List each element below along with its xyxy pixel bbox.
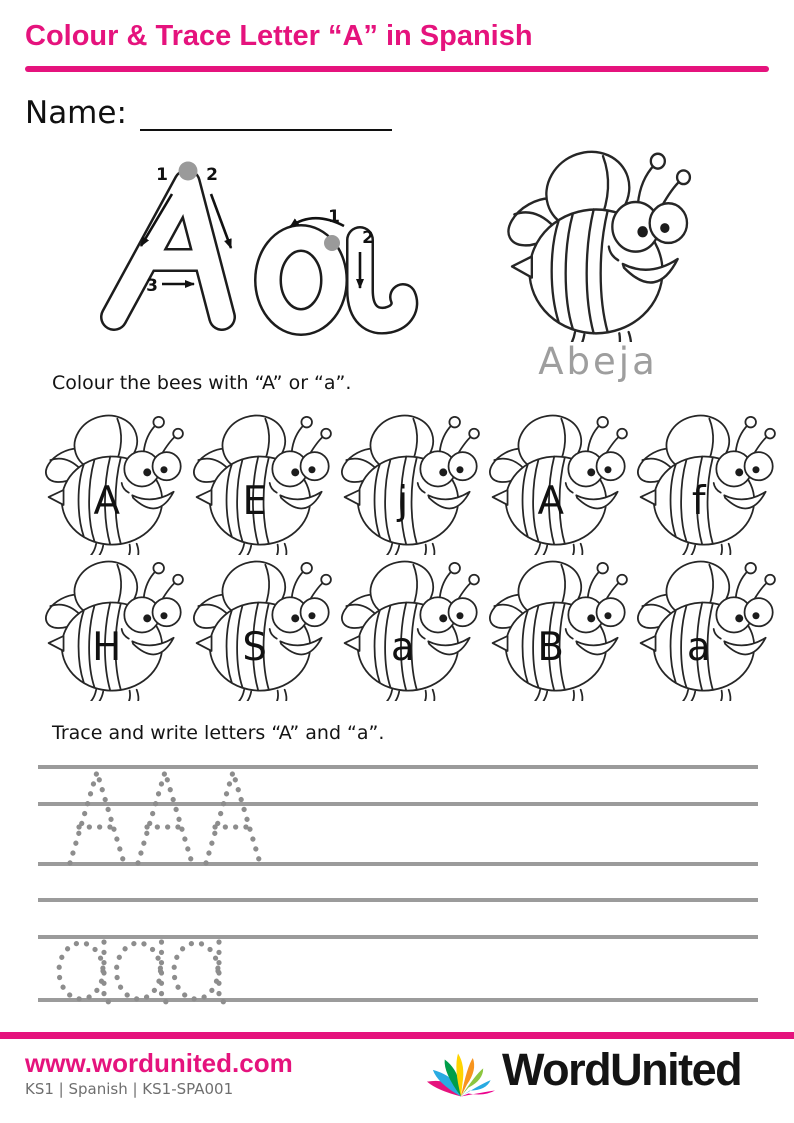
stroke-start-dot-a xyxy=(324,235,340,251)
bee-letter: A xyxy=(93,478,120,524)
bee-outline-icon xyxy=(38,410,186,555)
bee-outline-icon xyxy=(38,556,186,701)
bee-outline-icon xyxy=(186,556,334,701)
stroke-number: 3 xyxy=(146,276,158,296)
bee-outline-icon xyxy=(334,410,482,555)
bee-letter: E xyxy=(242,478,267,524)
stroke-number: 1 xyxy=(328,207,340,227)
bee-letter: a xyxy=(686,624,711,670)
bee-letter: j xyxy=(397,478,409,524)
dotted-uppercase-traces xyxy=(70,772,260,863)
bee-outline-icon xyxy=(334,556,482,701)
bee-letter: A xyxy=(537,478,564,524)
wordunited-logo-icon xyxy=(424,1050,498,1100)
stroke-number: 1 xyxy=(156,165,168,185)
bee-outline-icon xyxy=(498,150,694,342)
bee-row xyxy=(38,410,778,555)
bee-letter: f xyxy=(691,478,706,524)
bee-letter: S xyxy=(242,624,268,670)
bee-letter: a xyxy=(390,624,415,670)
brand-name: WordUnited xyxy=(502,1044,742,1095)
bee-letter: B xyxy=(537,624,565,670)
trace-activity-instruction: Trace and write letters “A” and “a”. xyxy=(52,722,385,744)
stroke-number: 2 xyxy=(362,228,374,248)
trace-letter-lowercase-a xyxy=(268,238,404,322)
bee-row xyxy=(38,556,778,701)
footer-divider xyxy=(0,1032,794,1039)
bee-letter: H xyxy=(92,624,122,670)
page-title: Colour & Trace Letter “A” in Spanish xyxy=(25,20,533,52)
stroke-number: 2 xyxy=(206,165,218,185)
colour-activity-instruction: Colour the bees with “A” or “a”. xyxy=(52,372,352,394)
stroke-start-dot-A xyxy=(179,162,198,181)
bee-outline-icon xyxy=(630,556,778,701)
vocab-word: Abeja xyxy=(538,340,658,383)
bee-outline-icon xyxy=(186,410,334,555)
bee-outline-icon xyxy=(630,410,778,555)
footer-website-link[interactable]: www.wordunited.com xyxy=(25,1048,293,1078)
dotted-lowercase-traces xyxy=(59,942,229,1002)
bee-outline-icon xyxy=(482,410,630,555)
handwriting-practice-lines xyxy=(0,745,794,1025)
footer-meta: KS1 | Spanish | KS1-SPA001 xyxy=(25,1080,234,1098)
bee-outline-icon xyxy=(482,556,630,701)
name-label: Name: xyxy=(25,95,127,131)
